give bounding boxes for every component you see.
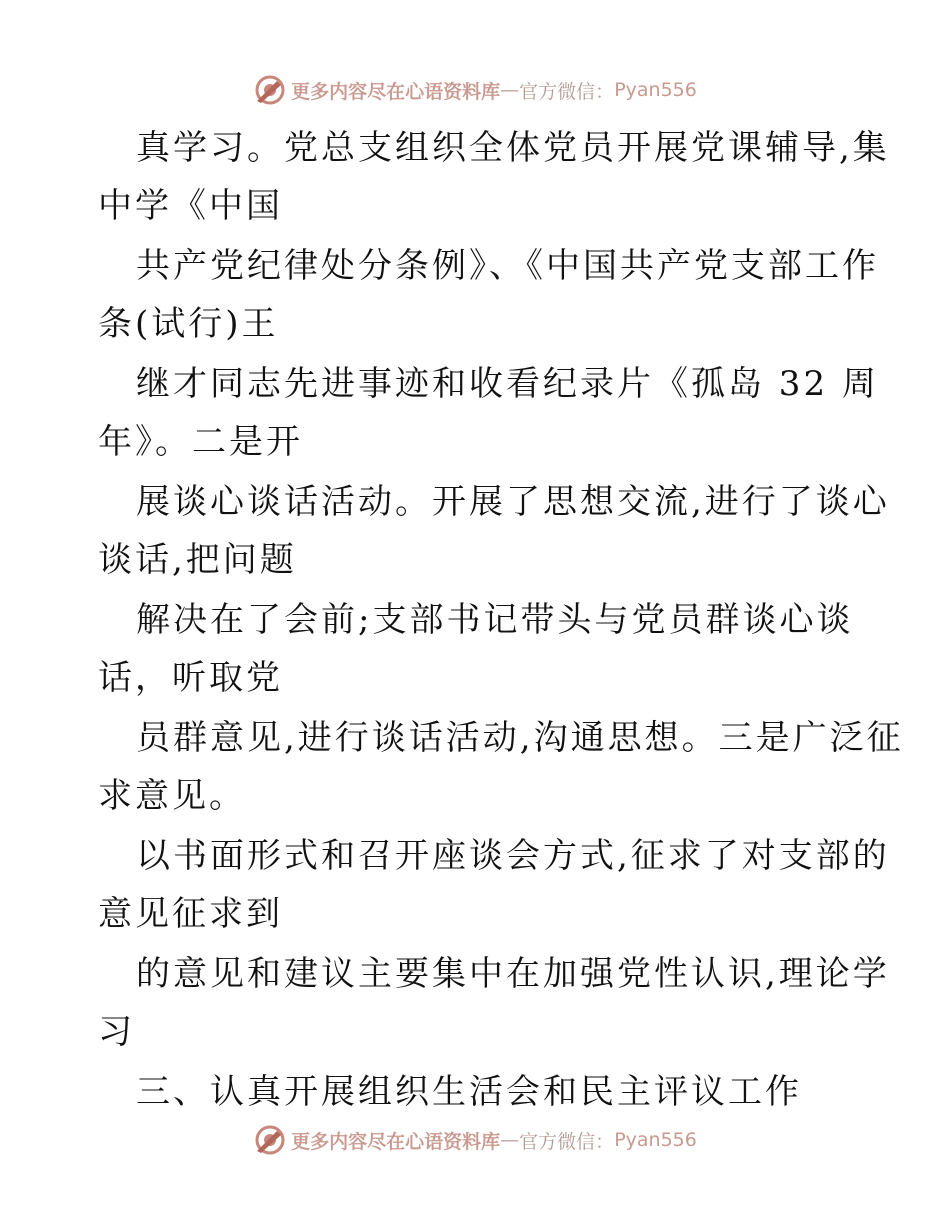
text-line: 谈话,把问题: [98, 540, 297, 580]
text-line: 真学习。党总支组织全体党员开展党课辅导,集: [136, 128, 890, 168]
footer-watermark: [0, 1120, 950, 1160]
watermark-text: 更多内容尽在心语资料库: [291, 1130, 501, 1153]
brand-logo-icon: [253, 1123, 287, 1157]
watermark-dash: —: [500, 1129, 520, 1151]
watermark-text: 更多内容尽在心语资料库: [291, 80, 501, 103]
text-line: 求意见。: [98, 776, 246, 816]
header-watermark: [0, 70, 950, 110]
text-line: 员群意见,进行谈话活动,沟通思想。三是广泛征: [136, 718, 904, 758]
text-line: 习: [98, 1012, 135, 1052]
watermark-wechat-id: Pyan556: [614, 1129, 697, 1151]
text-line: 意见征求到: [98, 894, 283, 934]
text-line: 解决在了会前;支部书记带头与党员群谈心谈: [136, 600, 854, 640]
watermark-wechat-label: 官方微信：: [519, 80, 615, 103]
watermark-wechat-label: 官方微信：: [519, 1130, 615, 1153]
text-line: 以书面形式和召开座谈会方式,征求了对支部的: [136, 836, 890, 876]
text-line: 共产党纪律处分条例》、《中国共产党支部工作: [136, 246, 879, 286]
text-line: 年》。二是开: [98, 422, 303, 462]
text-line: 的意见和建议主要集中在加强党性认识,理论学: [136, 954, 890, 994]
text-line: 话，听取党: [98, 658, 283, 698]
watermark-wechat-id: Pyan556: [614, 79, 697, 101]
watermark-dash: —: [500, 79, 520, 101]
brand-logo-icon: [253, 73, 287, 107]
text-line: 继才同志先进事迹和收看纪录片《孤岛 32 周: [136, 364, 879, 404]
text-line: 展谈心谈话活动。开展了思想交流,进行了谈心: [136, 482, 890, 522]
text-line: 中学《中国: [98, 186, 283, 226]
text-line: 条(试行)王: [98, 304, 279, 344]
section-heading: 三、认真开展组织生活会和民主评议工作: [136, 1072, 802, 1112]
